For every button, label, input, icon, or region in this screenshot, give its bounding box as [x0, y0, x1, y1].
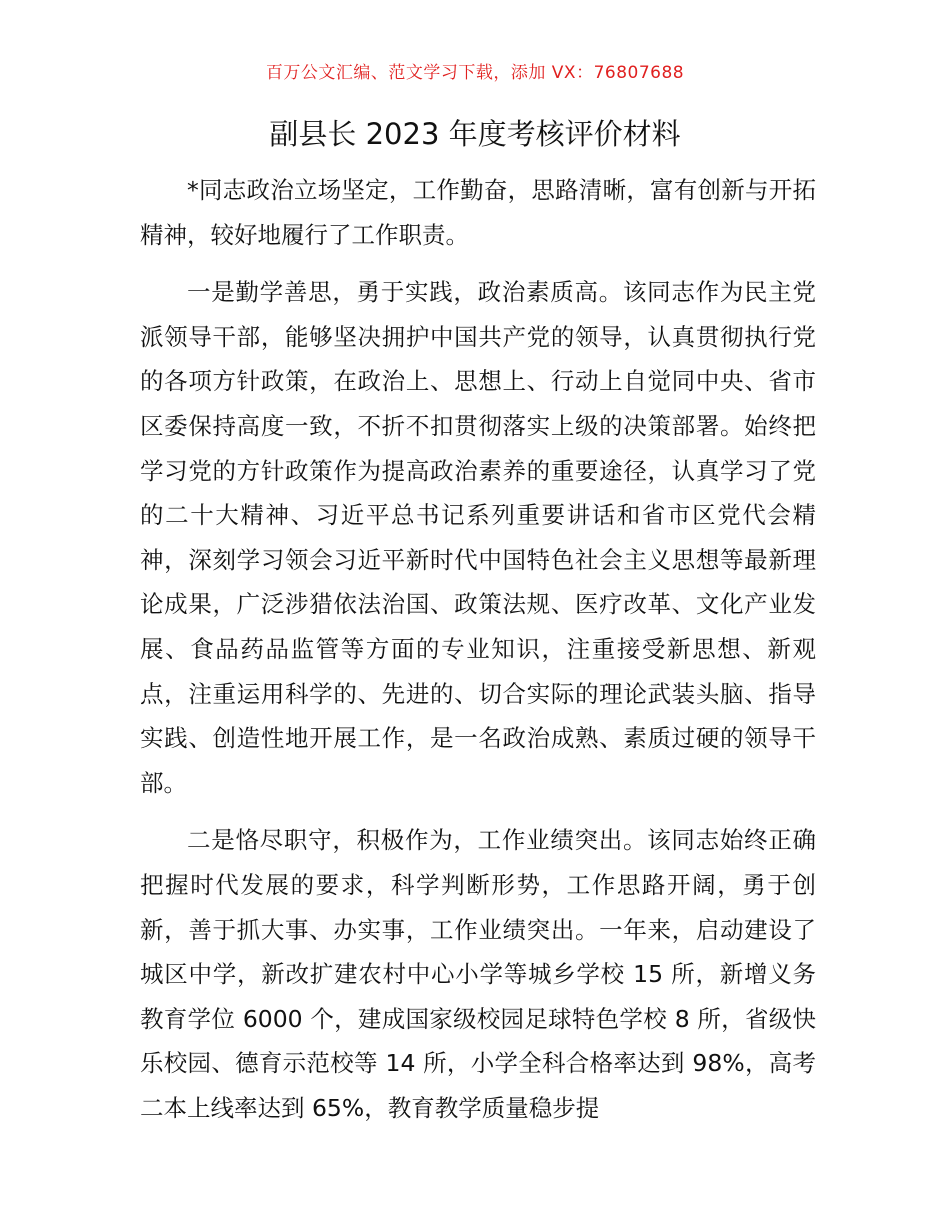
paragraph-intro: *同志政治立场坚定，工作勤奋，思路清晰，富有创新与开拓精神，较好地履行了工作职责。	[140, 176, 816, 249]
paragraph-work-performance: 二是恪尽职守，积极作为，工作业绩突出。该同志始终正确把握时代发展的要求，科学判断形势，工作思路开阔，勇于创新，善于抓大事、办实事，工作业绩突出。一年来，启动建设了城区中学，新改扩建农村中心小学等城乡学校 15 所，新增义务教育学位 6000 个，建成国家级校园足球特色学校 8 所，省级快乐校园、德育示范校等 14 所，小学全科合格率达到 98%，高考二本上线率达到 65%，教育教学质量稳步提	[140, 826, 816, 1122]
document-title: 副县长 2023 年度考核评价材料	[269, 117, 681, 151]
paragraph-political-quality: 一是勤学善思，勇于实践，政治素质高。该同志作为民主党派领导干部，能够坚决拥护中国共产党的领导，认真贯彻执行党的各项方针政策，在政治上、思想上、行动上自觉同中央、省市区委保持高度一致，不折不扣贯彻落实上级的决策部署。始终把学习党的方针政策作为提高政治素养的重要途径，认真学习了党的二十大精神、习近平总书记系列重要讲话和省市区党代会精神，深刻学习领会习近平新时代中国特色社会主义思想等最新理论成果，广泛涉猎依法治国、政策法规、医疗改革、文化产业发展、食品药品监管等方面的专业知识，注重接受新思想、新观点，注重运用科学的、先进的、切合实际的理论武装头脑、指导实践、创造性地开展工作，是一名政治成熟、素质过硬的领导干部。	[140, 278, 816, 797]
document-body	[140, 168, 816, 1130]
header-watermark-note: 百万公文汇编、范文学习下载，添加 VX：76807688	[265, 63, 685, 83]
